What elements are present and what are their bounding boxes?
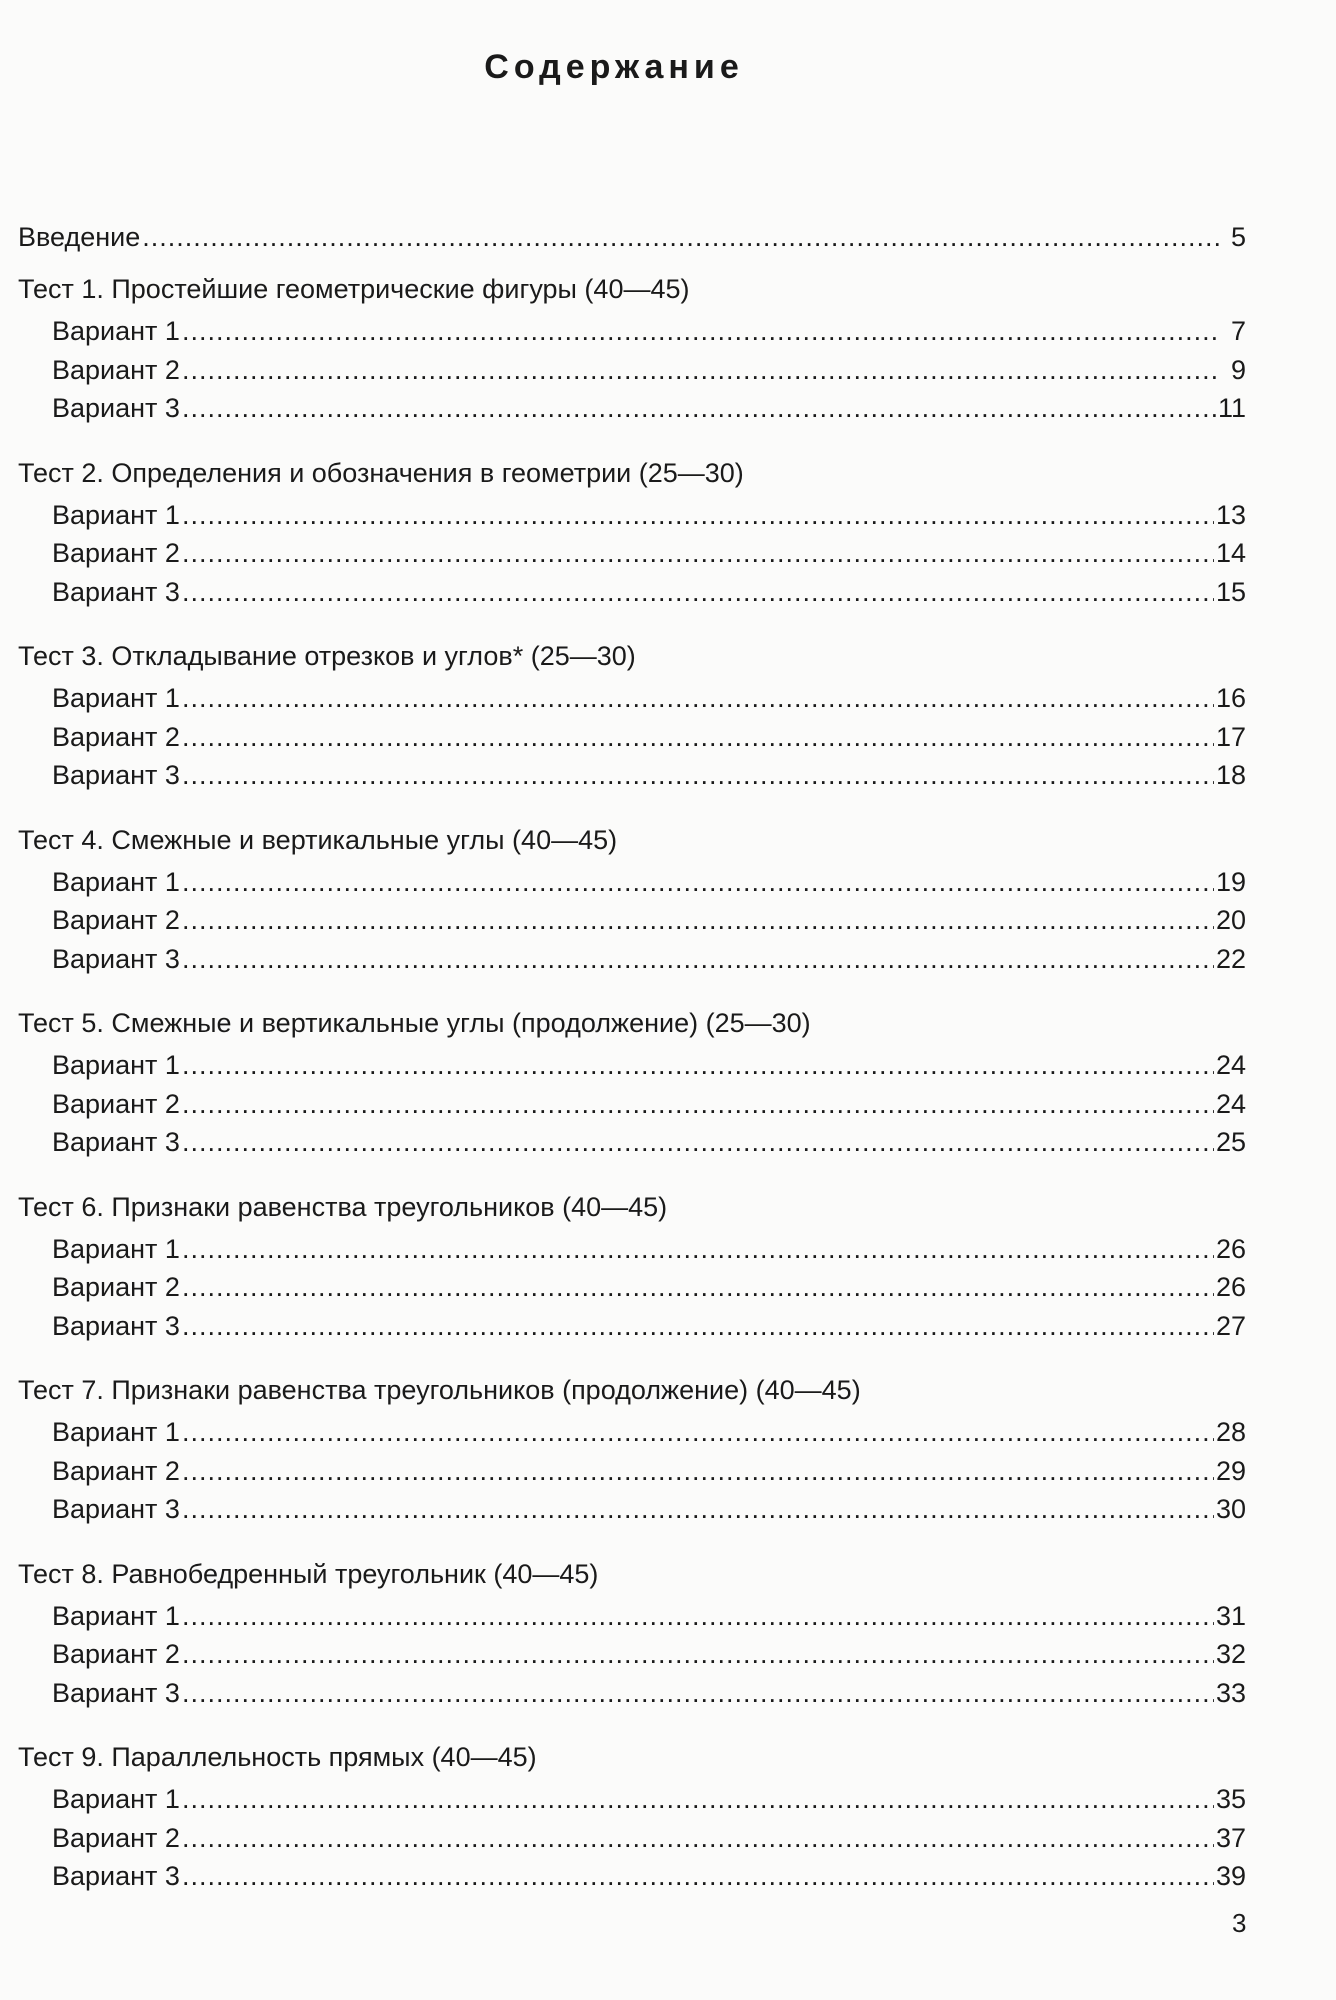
section-heading[interactable]: Тест 1. Простейшие геометрические фигуры (40—45)	[18, 274, 690, 304]
dot-leader	[182, 496, 1214, 535]
toc-entry-variant[interactable]	[18, 940, 1246, 979]
toc-entry-variant[interactable]	[18, 1268, 1246, 1307]
table-of-contents	[18, 222, 1246, 1896]
dot-leader	[182, 1857, 1214, 1896]
dot-leader	[182, 1780, 1214, 1819]
section-spacer	[18, 795, 1246, 817]
section-heading[interactable]: Тест 2. Определения и обозначения в геометрии (25—30)	[18, 457, 744, 488]
section-spacer	[18, 1162, 1246, 1184]
toc-entry-variant[interactable]	[18, 351, 1246, 390]
dot-leader	[182, 1123, 1214, 1162]
toc-page-number: 24	[1215, 1088, 1246, 1119]
dot-leader	[182, 1490, 1214, 1529]
dot-leader	[182, 1674, 1214, 1713]
section-spacer	[18, 1529, 1246, 1551]
section-heading[interactable]: Тест 3. Откладывание отрезков и углов* (25—30)	[18, 641, 636, 671]
toc-section-5	[18, 1000, 1246, 1162]
toc-page-number: 17	[1215, 721, 1246, 752]
toc-entry-label: Вариант 2	[52, 905, 180, 935]
toc-entry-label: Вариант 3	[52, 393, 180, 423]
toc-entry-label: Вариант 1	[52, 499, 180, 530]
page-title: Содержание	[484, 48, 744, 86]
toc-entry-label: Вариант 3	[52, 760, 180, 790]
toc-entry-variant[interactable]	[18, 496, 1246, 535]
toc-entry-label: Вариант 1	[52, 316, 180, 346]
toc-page-number: 30	[1215, 1494, 1246, 1524]
toc-entry-label: Вариант 1	[52, 866, 180, 897]
section-spacer	[18, 1345, 1246, 1367]
section-spacer	[18, 1712, 1246, 1734]
toc-page-number: 15	[1215, 576, 1246, 607]
toc-entry-label: Вариант 3	[52, 1494, 180, 1524]
dot-leader	[182, 718, 1214, 757]
section-heading[interactable]: Тест 7. Признаки равенства треугольников (продолжение) (40—45)	[18, 1375, 861, 1405]
dot-leader	[182, 1307, 1214, 1346]
toc-page-number: 37	[1215, 1822, 1246, 1853]
toc-entry-label: Вариант 1	[52, 1050, 180, 1080]
toc-entry-variant[interactable]	[18, 1230, 1246, 1269]
toc-page-number: 33	[1215, 1677, 1246, 1708]
toc-entry-label: Вариант 1	[52, 1233, 180, 1264]
toc-page-number: 29	[1215, 1455, 1246, 1486]
dot-leader	[182, 1085, 1214, 1124]
toc-entry-label: Вариант 2	[52, 1639, 180, 1669]
section-spacer	[18, 978, 1246, 1000]
toc-entry-label: Вариант 3	[52, 1861, 180, 1891]
dot-leader	[182, 1819, 1214, 1858]
toc-entry-variant[interactable]	[18, 1597, 1246, 1636]
toc-page-number: 28	[1215, 1417, 1246, 1447]
toc-entry-variant[interactable]	[18, 1674, 1246, 1713]
toc-entry-variant[interactable]	[18, 534, 1246, 573]
section-heading[interactable]: Тест 8. Равнобедренный треугольник (40—45)	[18, 1558, 599, 1589]
toc-page-number: 5	[1230, 222, 1246, 252]
toc-entry-variant[interactable]	[18, 863, 1246, 902]
toc-entry-label: Вариант 3	[52, 576, 180, 607]
toc-page-number: 20	[1215, 905, 1246, 935]
toc-entry-label: Вариант 1	[52, 1784, 180, 1814]
toc-page-number: 11	[1217, 393, 1246, 423]
section-heading[interactable]: Тест 9. Параллельность прямых (40—45)	[18, 1742, 537, 1772]
toc-page-number: 35	[1215, 1784, 1246, 1814]
section-heading[interactable]: Тест 5. Смежные и вертикальные углы (продолжение) (25—30)	[18, 1008, 811, 1038]
toc-entry-label: Вариант 2	[52, 1822, 180, 1853]
dot-leader	[182, 389, 1216, 428]
dot-leader	[182, 863, 1214, 902]
dot-leader	[182, 312, 1220, 351]
section-spacer	[18, 611, 1246, 633]
dot-leader	[182, 1268, 1214, 1307]
dot-leader	[182, 534, 1214, 573]
toc-entry-variant[interactable]	[18, 312, 1246, 351]
dot-leader	[182, 940, 1214, 979]
dot-leader	[182, 1452, 1214, 1491]
toc-entry-label: Вариант 1	[52, 1600, 180, 1631]
toc-entry-variant[interactable]	[18, 1780, 1246, 1819]
dot-leader	[182, 1635, 1214, 1674]
dot-leader	[142, 222, 1220, 253]
section-spacer	[18, 428, 1246, 450]
toc-section-1	[18, 266, 1246, 428]
toc-entry-label: Вариант 2	[52, 1272, 180, 1302]
toc-page-number: 27	[1215, 1310, 1246, 1341]
toc-entry-label: Вариант 2	[52, 538, 180, 568]
toc-entry-variant[interactable]	[18, 1635, 1246, 1674]
toc-entry-variant[interactable]	[18, 718, 1246, 757]
toc-section-4	[18, 817, 1246, 979]
toc-page-number: 31	[1215, 1600, 1246, 1631]
dot-leader	[182, 1413, 1214, 1452]
toc-entry-label: Вариант 3	[52, 1310, 180, 1341]
toc-entry-variant[interactable]	[18, 1413, 1246, 1452]
toc-entry-label: Вариант 3	[52, 943, 180, 974]
toc-entry-variant[interactable]	[18, 756, 1246, 795]
toc-entry-variant[interactable]	[18, 1819, 1246, 1858]
toc-page-number: 22	[1215, 943, 1246, 974]
page-number: 3	[1232, 1908, 1247, 1938]
dot-leader	[182, 1046, 1214, 1085]
dot-leader	[182, 1597, 1214, 1636]
toc-entry-variant[interactable]	[18, 1085, 1246, 1124]
toc-entry-variant[interactable]	[18, 1046, 1246, 1085]
toc-entry-label: Вариант 3	[52, 1127, 180, 1157]
toc-page-number: 39	[1215, 1861, 1246, 1891]
dot-leader	[182, 1230, 1214, 1269]
toc-entry-variant[interactable]	[18, 679, 1246, 718]
toc-entry-variant[interactable]	[18, 1307, 1246, 1346]
toc-section-2	[18, 450, 1246, 612]
toc-entry-intro[interactable]	[18, 222, 1246, 266]
dot-leader	[182, 756, 1214, 795]
toc-section-3	[18, 633, 1246, 795]
toc-section-9	[18, 1734, 1246, 1896]
dot-leader	[182, 351, 1220, 390]
toc-page-number: 32	[1215, 1639, 1246, 1669]
toc-entry-variant[interactable]	[18, 1857, 1246, 1896]
toc-page-number: 26	[1215, 1233, 1246, 1264]
toc-entry-variant[interactable]	[18, 573, 1246, 612]
toc-page-number: 14	[1215, 538, 1246, 568]
toc-page-number: 24	[1215, 1050, 1246, 1080]
toc-entry-label: Вариант 3	[52, 1677, 180, 1708]
toc-entry-label: Вариант 1	[52, 683, 180, 713]
toc-entry-label: Вариант 2	[52, 1455, 180, 1486]
toc-entry-variant[interactable]	[18, 901, 1246, 940]
toc-section-6	[18, 1184, 1246, 1346]
toc-page-number: 13	[1215, 499, 1246, 530]
dot-leader	[182, 901, 1214, 940]
toc-entry-label: Вариант 2	[52, 721, 180, 752]
dot-leader	[182, 573, 1214, 612]
toc-section-7	[18, 1367, 1246, 1529]
toc-page-number: 19	[1215, 866, 1246, 897]
toc-page-number: 16	[1215, 683, 1246, 713]
toc-entry-label: Вариант 2	[52, 1088, 180, 1119]
toc-entry-label: Введение	[18, 222, 141, 252]
toc-page-number: 18	[1215, 760, 1246, 790]
toc-entry-variant[interactable]	[18, 1452, 1246, 1491]
toc-entry-variant[interactable]	[18, 389, 1246, 428]
toc-entry-label: Вариант 2	[52, 354, 180, 385]
section-heading[interactable]: Тест 4. Смежные и вертикальные углы (40—45)	[18, 824, 618, 855]
toc-entry-variant[interactable]	[18, 1123, 1246, 1162]
toc-page-number: 25	[1215, 1127, 1246, 1157]
section-heading[interactable]: Тест 6. Признаки равенства треугольников (40—45)	[18, 1191, 668, 1222]
toc-page-number: 26	[1215, 1272, 1246, 1302]
dot-leader	[182, 679, 1214, 718]
toc-page-number: 7	[1230, 316, 1246, 346]
toc-entry-variant[interactable]	[18, 1490, 1246, 1529]
toc-page-number: 9	[1230, 354, 1246, 385]
toc-entry-label: Вариант 1	[52, 1417, 180, 1447]
toc-section-8	[18, 1551, 1246, 1713]
